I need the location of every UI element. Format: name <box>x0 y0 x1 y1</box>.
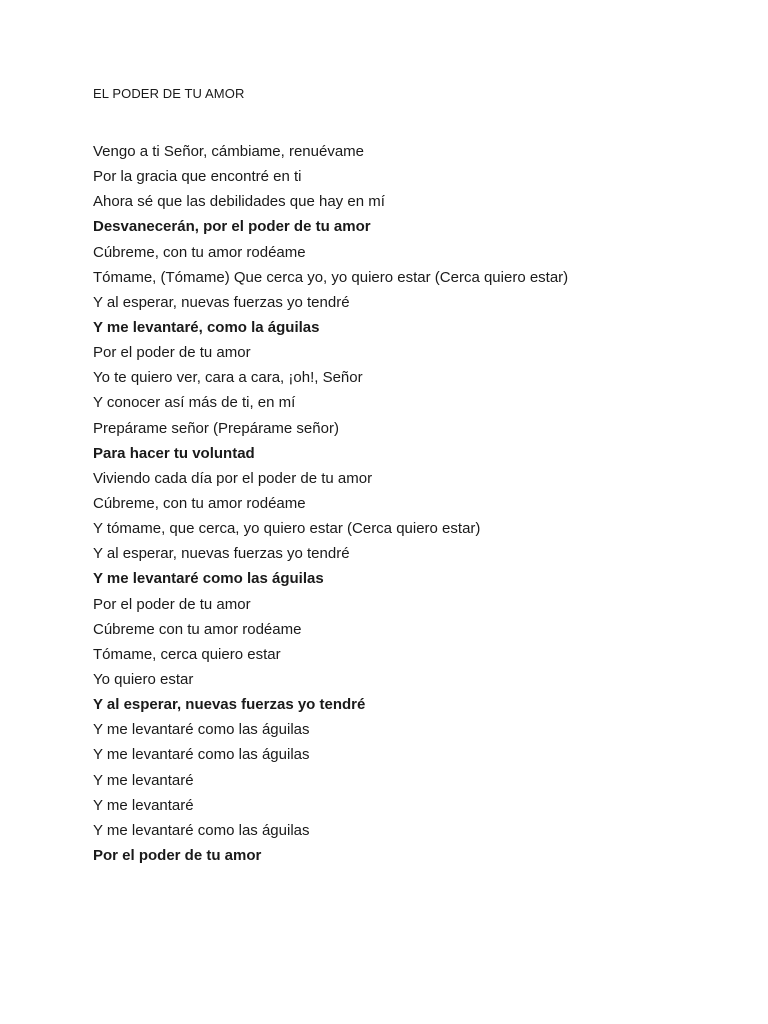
lyric-line: Vengo a ti Señor, cámbiame, renuévame <box>93 143 364 160</box>
lyric-line: Y me levantaré como las águilas <box>93 570 324 588</box>
lyric-line: Y me levantaré <box>93 796 194 814</box>
lyric-line: Ahora sé que las debilidades que hay en mí <box>93 193 385 211</box>
lyric-line: Cúbreme con tu amor rodéame <box>93 620 302 638</box>
lyric-line: Yo quiero estar <box>93 670 194 688</box>
lyric-line: Por el poder de tu amor <box>93 595 251 613</box>
lyric-line: Y conocer así más de ti, en mí <box>93 394 296 412</box>
lyric-line: Prepárame señor (Prepárame señor) <box>93 419 339 437</box>
lyric-line: Y al esperar, nuevas fuerzas yo tendré <box>93 696 366 714</box>
lyric-line: Cúbreme, con tu amor rodéame <box>93 494 306 512</box>
lyric-line: Para hacer tu voluntad <box>93 444 255 462</box>
lyric-line: Por la gracia que encontré en ti <box>93 168 302 186</box>
lyric-line: Yo te quiero ver, cara a cara, ¡oh!, Señor <box>93 369 363 387</box>
lyric-line: Tómame, (Tómame) Que cerca yo, yo quiero estar (Cerca quiero estar) <box>93 268 569 286</box>
lyric-line: Y al esperar, nuevas fuerzas yo tendré <box>93 545 350 563</box>
document-title: EL PODER DE TU AMOR <box>93 86 245 101</box>
lyric-line: Tómame, cerca quiero estar <box>93 645 281 663</box>
lyric-line: Desvanecerán, por el poder de tu amor <box>93 218 371 236</box>
lyric-line: Y me levantaré como las águilas <box>93 821 310 839</box>
lyric-line: Cúbreme, con tu amor rodéame <box>93 243 306 261</box>
lyric-line: Y me levantaré como las águilas <box>93 746 310 764</box>
lyric-line: Y tómame, que cerca, yo quiero estar (Cerca quiero estar) <box>93 520 481 538</box>
lyric-line: Y me levantaré, como la águilas <box>93 318 320 336</box>
lyric-line: Viviendo cada día por el poder de tu amor <box>93 469 373 487</box>
lyrics-list <box>93 139 568 868</box>
lyric-line: Y me levantaré como las águilas <box>93 721 310 739</box>
lyric-line: Y al esperar, nuevas fuerzas yo tendré <box>93 293 350 311</box>
lyric-line: Por el poder de tu amor <box>93 344 251 362</box>
lyric-line: Y me levantaré <box>93 771 194 789</box>
lyric-line: Por el poder de tu amor <box>93 846 262 864</box>
